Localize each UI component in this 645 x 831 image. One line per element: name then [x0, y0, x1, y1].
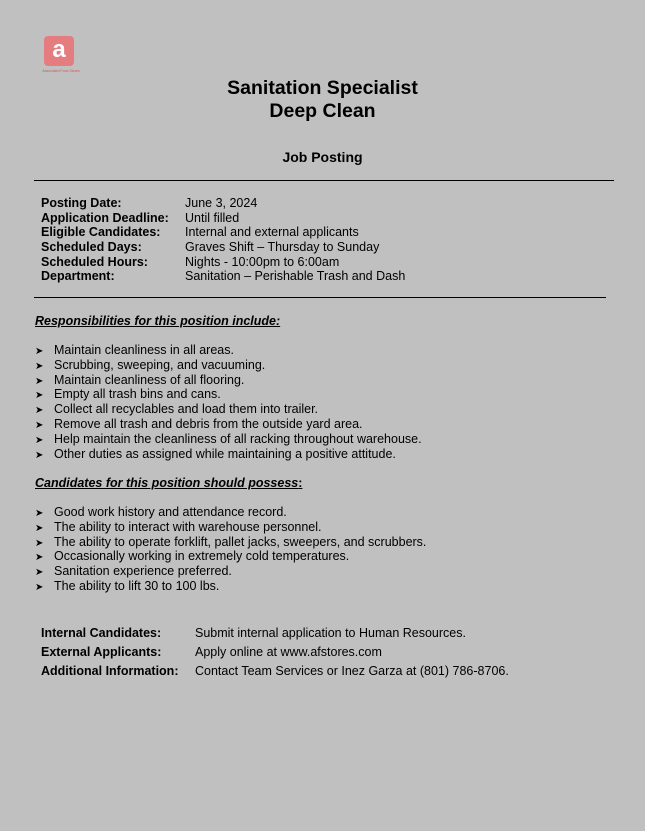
info-value: Sanitation – Perishable Trash and Dash	[185, 269, 406, 284]
arrow-bullet-icon: ➤	[35, 552, 44, 564]
arrow-bullet-icon: ➤	[35, 390, 44, 402]
list-item	[35, 432, 422, 447]
info-value: Internal and external applicants	[185, 225, 359, 240]
list-item	[35, 447, 422, 462]
info-label: Posting Date:	[41, 196, 122, 210]
arrow-bullet-icon: ➤	[35, 581, 44, 593]
arrow-bullet-icon: ➤	[35, 567, 44, 579]
candidates-list	[35, 505, 426, 594]
posting-subtitle: Job Posting	[282, 149, 363, 165]
list-item	[35, 343, 422, 358]
logo-letter: a	[44, 36, 74, 66]
list-item	[35, 579, 426, 594]
posting-info	[41, 196, 405, 284]
info-label: Department:	[41, 269, 115, 284]
list-item	[35, 358, 422, 373]
contact-value: Apply online at www.afstores.com	[195, 645, 382, 659]
list-item-text: Occasionally working in extremely cold temperatures.	[54, 549, 350, 564]
info-row	[41, 269, 405, 284]
responsibilities-list	[35, 343, 422, 461]
list-item	[35, 505, 426, 520]
info-row	[41, 196, 405, 211]
arrow-bullet-icon: ➤	[35, 537, 44, 549]
list-item	[35, 549, 426, 564]
list-item-text: Maintain cleanliness in all areas.	[54, 343, 234, 357]
divider-top	[34, 180, 614, 181]
arrow-bullet-icon: ➤	[35, 522, 44, 534]
contact-row	[41, 643, 509, 662]
list-item-text: Empty all trash bins and cans.	[54, 387, 221, 402]
arrow-bullet-icon: ➤	[35, 434, 44, 446]
list-item-text: Maintain cleanliness of all flooring.	[54, 372, 245, 387]
list-item-text: Help maintain the cleanliness of all racking throughout warehouse.	[54, 431, 422, 446]
list-item-text: The ability to interact with warehouse personnel.	[54, 519, 322, 534]
candidates-heading-text: Candidates for this position should possess	[35, 476, 299, 490]
contact-row	[41, 624, 509, 643]
list-item	[35, 417, 422, 432]
list-item-text: Good work history and attendance record.	[54, 505, 287, 519]
list-item	[35, 387, 422, 402]
list-item-text: Scrubbing, sweeping, and vacuuming.	[54, 357, 266, 372]
list-item-text: The ability to lift 30 to 100 lbs.	[54, 578, 220, 593]
list-item	[35, 373, 422, 388]
info-label: Eligible Candidates:	[41, 225, 161, 240]
candidates-heading	[35, 476, 302, 490]
list-item-text: Sanitation experience preferred.	[54, 564, 232, 579]
contact-value: Submit internal application to Human Resources.	[195, 626, 466, 640]
contact-value: Contact Team Services or Inez Garza at (801) 786-8706.	[195, 664, 509, 678]
list-item	[35, 520, 426, 535]
arrow-bullet-icon: ➤	[35, 405, 44, 417]
info-row	[41, 255, 405, 270]
contact-label: External Applicants:	[41, 645, 162, 659]
list-item	[35, 402, 422, 417]
list-item	[35, 535, 426, 550]
arrow-bullet-icon: ➤	[35, 360, 44, 372]
contact-label: Additional Information:	[41, 664, 179, 678]
arrow-bullet-icon: ➤	[35, 508, 44, 519]
list-item-text: The ability to operate forklift, pallet jacks, sweepers, and scrubbers.	[54, 534, 427, 549]
candidates-heading-colon: :	[298, 476, 303, 490]
list-item	[35, 564, 426, 579]
job-title	[0, 77, 645, 123]
job-title-line1: Sanitation Specialist	[227, 77, 418, 99]
contact-row	[41, 662, 509, 681]
arrow-bullet-icon: ➤	[35, 419, 44, 431]
list-item-text: Remove all trash and debris from the outside yard area.	[54, 416, 363, 431]
info-value: June 3, 2024	[185, 196, 258, 210]
info-row	[41, 225, 405, 240]
info-row	[41, 240, 405, 255]
info-label: Scheduled Hours:	[41, 254, 148, 269]
info-row	[41, 211, 405, 226]
divider-bottom	[34, 297, 606, 298]
job-title-line2: Deep Clean	[269, 100, 376, 122]
contact-label: Internal Candidates:	[41, 626, 162, 640]
list-item-text: Other duties as assigned while maintaining a positive attitude.	[54, 446, 396, 461]
arrow-bullet-icon: ➤	[35, 346, 44, 357]
info-value: Graves Shift – Thursday to Sunday	[185, 240, 380, 255]
list-item-text: Collect all recyclables and load them into trailer.	[54, 402, 319, 417]
company-logo	[36, 34, 86, 76]
info-value: Until filled	[185, 210, 240, 225]
info-label: Application Deadline:	[41, 210, 169, 225]
arrow-bullet-icon: ➤	[35, 375, 44, 387]
info-label: Scheduled Days:	[41, 240, 142, 255]
info-value: Nights - 10:00pm to 6:00am	[185, 254, 340, 269]
responsibilities-heading: Responsibilities for this position include:	[35, 314, 281, 328]
arrow-bullet-icon: ➤	[35, 449, 44, 461]
contact-info	[41, 624, 509, 681]
logo-caption: Associated Food Stores	[42, 69, 80, 73]
